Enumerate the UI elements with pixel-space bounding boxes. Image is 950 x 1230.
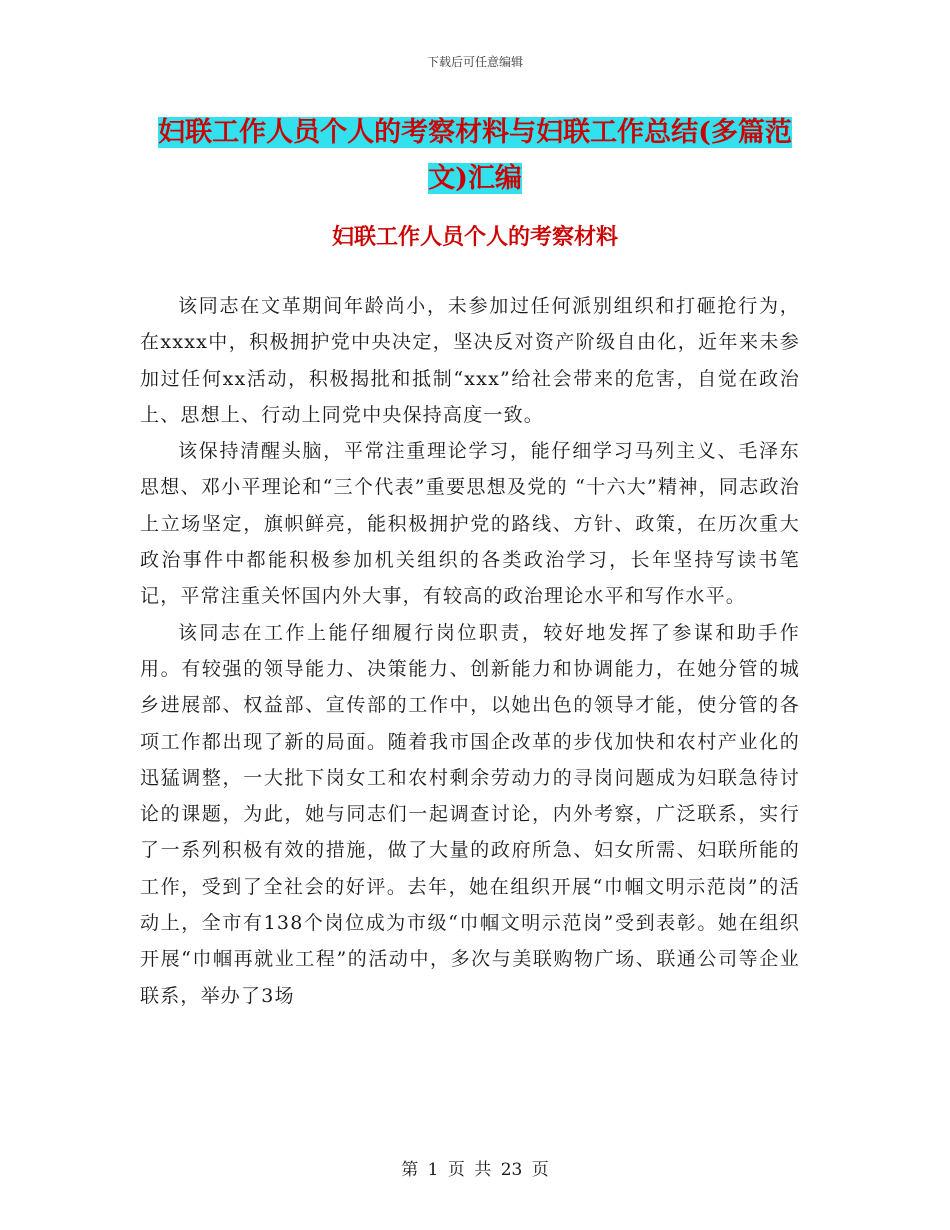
body-text	[140, 288, 800, 1014]
page-footer: 第 1 页 共 23 页	[401, 1160, 549, 1180]
paragraph-2: 该保持清醒头脑，平常注重理论学习，能仔细学习马列主义、毛泽东思想、邓小平理论和“三个代表”重要思想及党的 “十六大”精神，同志政治上立场坚定，旗帜鲜亮，能积极拥护党的路线、方针、政策，在历次重大政治事件中都能积极参加机关组织的各类政治学习，长年坚持写读书笔记，平常注重关怀国内外大事，有较高的政治理论水平和写作水平。	[140, 440, 800, 608]
section-title: 妇联工作人员个人的考察材料	[331, 224, 618, 250]
paragraph-3: 该同志在工作上能仔细履行岗位职责，较好地发挥了参谋和助手作用。有较强的领导能力、决策能力、创新能力和协调能力，在她分管的城乡进展部、权益部、宣传部的工作中，以她出色的领导才能，使分管的各项工作都出现了新的局面。随着我市国企改革的步伐加快和农村产业化的迅猛调整，一大批下岗女工和农村剩余劳动力的寻岗问题成为妇联急待讨论的课题，为此，她与同志们一起调查讨论，内外考察，广泛联系，实行了一系列积极有效的措施，做了大量的政府所急、妇女所需、妇联所能的工作，受到了全社会的好评。去年，她在组织开展“巾帼文明示范岗”的活动上，全市有138个岗位成为市级“巾帼文明示范岗”受到表彰。她在组织开展“巾帼再就业工程”的活动中，多次与美联购物广场、联通公司等企业联系，举办了3场	[140, 621, 800, 1007]
page-header-note: 下载后可任意编辑	[426, 55, 523, 69]
document-title-text: 妇联工作人员个人的考察材料与妇联工作总结(多篇范文)汇编	[158, 117, 792, 194]
document-title	[140, 110, 810, 202]
paragraph-1: 该同志在文革期间年龄尚小，未参加过任何派别组织和打砸抢行为，在xxxx中，积极拥护党中央决定，坚决反对资产阶级自由化，近年来未参加过任何xx活动，积极揭批和抵制“xxx”给社会带来的危害，自觉在政治上、思想上、行动上同党中央保持高度一致。	[140, 295, 800, 426]
